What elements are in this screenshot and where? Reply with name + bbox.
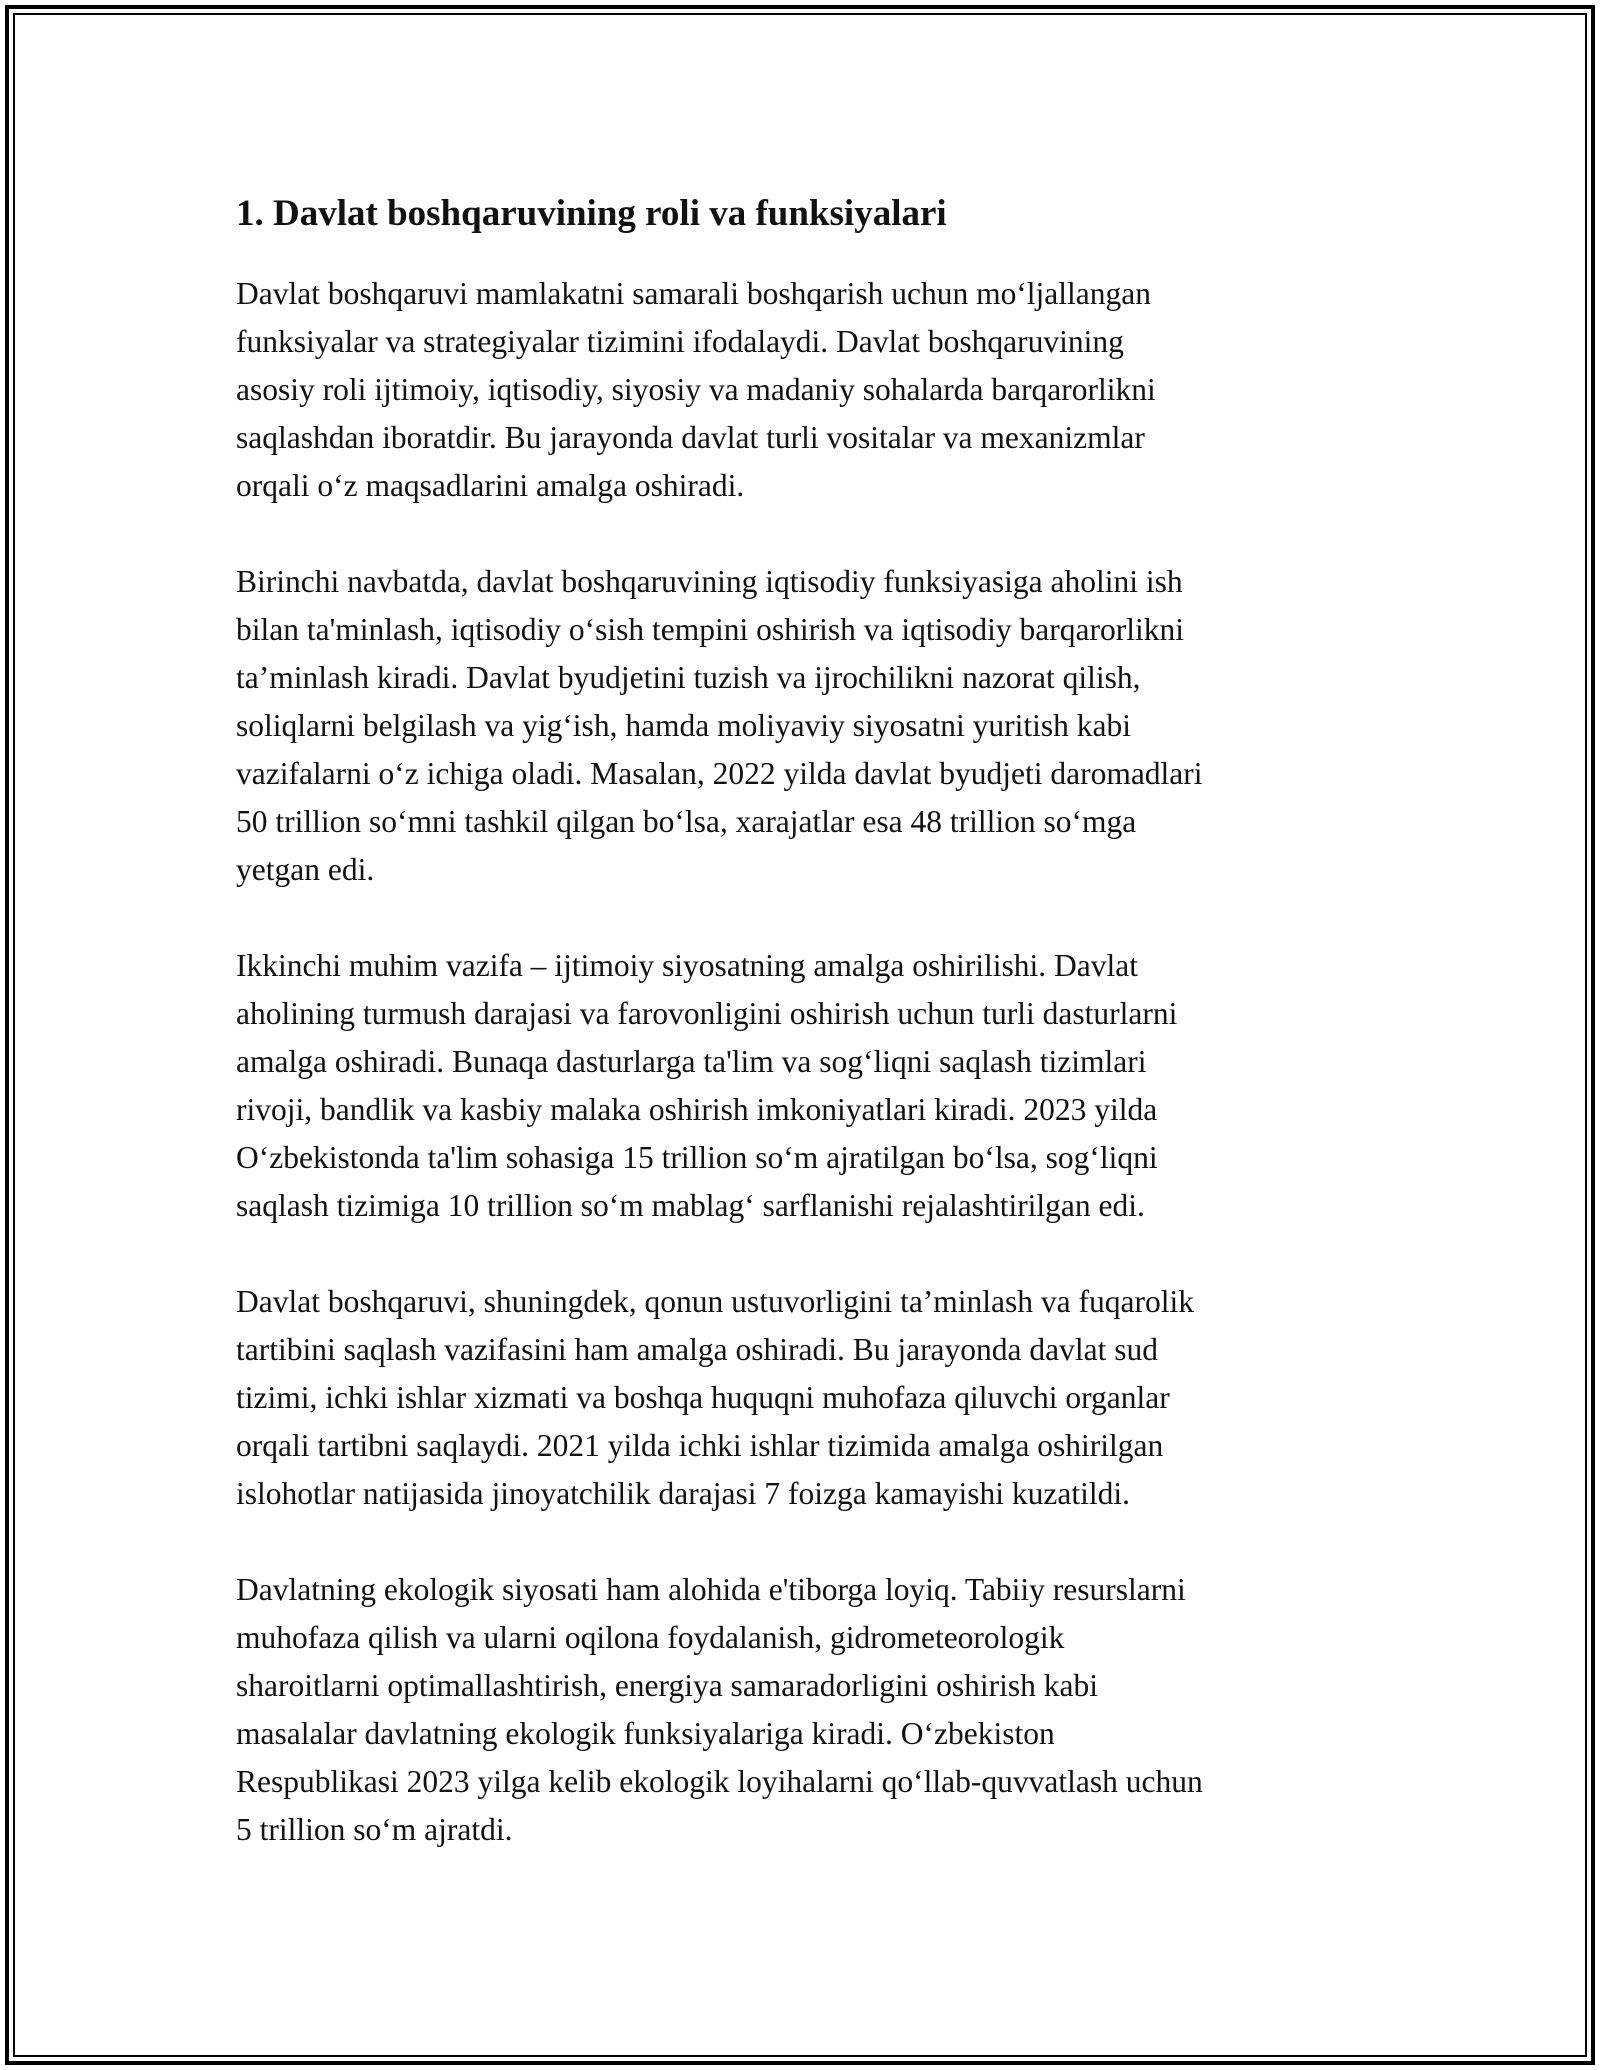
text-line: muhofaza qilish va ularni oqilona foydalanish, gidrometeorologik — [236, 1620, 1065, 1655]
text-line: Birinchi navbatda, davlat boshqaruvining iqtisodiy funksiyasiga aholini ish — [236, 564, 1183, 599]
text-line: Davlat boshqaruvi mamlakatni samarali boshqarish uchun mo‘ljallangan — [236, 276, 1152, 311]
text-line: Respublikasi 2023 yilga kelib ekologik loyihalarni qo‘llab-quvvatlash uchun — [236, 1764, 1203, 1799]
paragraph-ecological-policy — [236, 1566, 1376, 1854]
text-line: islohotlar natijasida jinoyatchilik darajasi 7 foizga kamayishi kuzatildi. — [236, 1476, 1131, 1511]
text-line: Davlatning ekologik siyosati ham alohida e'tiborga loyiq. Tabiiy resurslarni — [236, 1572, 1186, 1607]
text-line: vazifalarni o‘z ichiga oladi. Masalan, 2022 yilda davlat byudjeti daromadlari — [236, 756, 1203, 791]
text-line: saqlash tizimiga 10 trillion so‘m mablag‘ sarflanishi rejalashtirilgan edi. — [236, 1188, 1145, 1223]
text-line: amalga oshiradi. Bunaqa dasturlarga ta'lim va sog‘liqni saqlash tizimlari — [236, 1044, 1147, 1079]
text-line: tizimi, ichki ishlar xizmati va boshqa huquqni muhofaza qiluvchi organlar — [236, 1380, 1170, 1415]
text-line: aholining turmush darajasi va farovonligini oshirish uchun turli dasturlarni — [236, 996, 1178, 1031]
text-line: Davlat boshqaruvi, shuningdek, qonun ustuvorligini ta’minlash va fuqarolik — [236, 1284, 1194, 1319]
text-line: funksiyalar va strategiyalar tizimini ifodalaydi. Davlat boshqaruvining — [236, 324, 1124, 359]
paragraph-economic-function — [236, 558, 1376, 894]
text-line: 50 trillion so‘mni tashkil qilgan bo‘lsa, xarajatlar esa 48 trillion so‘mga — [236, 804, 1137, 839]
text-line: soliqlarni belgilash va yig‘ish, hamda moliyaviy siyosatni yuritish kabi — [236, 708, 1132, 743]
paragraph-social-policy — [236, 942, 1376, 1230]
text-line: rivoji, bandlik va kasbiy malaka oshirish imkoniyatlari kiradi. 2023 yilda — [236, 1092, 1158, 1127]
text-line: yetgan edi. — [236, 852, 375, 887]
text-line: O‘zbekistonda ta'lim sohasiga 15 trillion so‘m ajratilgan bo‘lsa, sog‘liqni — [236, 1140, 1158, 1175]
text-line: bilan ta'minlash, iqtisodiy o‘sish tempini oshirish va iqtisodiy barqarorlikni — [236, 612, 1184, 647]
paragraph-rule-of-law — [236, 1278, 1376, 1518]
text-line: orqali o‘z maqsadlarini amalga oshiradi. — [236, 468, 745, 503]
text-line: masalalar davlatning ekologik funksiyalariga kiradi. O‘zbekiston — [236, 1716, 1055, 1751]
paragraph-intro — [236, 270, 1376, 510]
section-heading: 1. Davlat boshqaruvining roli va funksiyalari — [236, 193, 947, 234]
text-line: Ikkinchi muhim vazifa – ijtimoiy siyosatning amalga oshirilishi. Davlat — [236, 948, 1138, 983]
text-line: ta’minlash kiradi. Davlat byudjetini tuzish va ijrochilikni nazorat qilish, — [236, 660, 1141, 695]
text-line: 5 trillion so‘m ajratdi. — [236, 1812, 513, 1847]
text-line: tartibini saqlash vazifasini ham amalga oshiradi. Bu jarayonda davlat sud — [236, 1332, 1158, 1367]
text-line: orqali tartibni saqlaydi. 2021 yilda ichki ishlar tizimida amalga oshirilgan — [236, 1428, 1164, 1463]
text-line: sharoitlarni optimallashtirish, energiya samaradorligini oshirish kabi — [236, 1668, 1098, 1703]
text-line: saqlashdan iboratdir. Bu jarayonda davlat turli vositalar va mexanizmlar — [236, 420, 1145, 455]
document-body — [236, 186, 1376, 1902]
text-line: asosiy roli ijtimoiy, iqtisodiy, siyosiy va madaniy sohalarda barqarorlikni — [236, 372, 1156, 407]
